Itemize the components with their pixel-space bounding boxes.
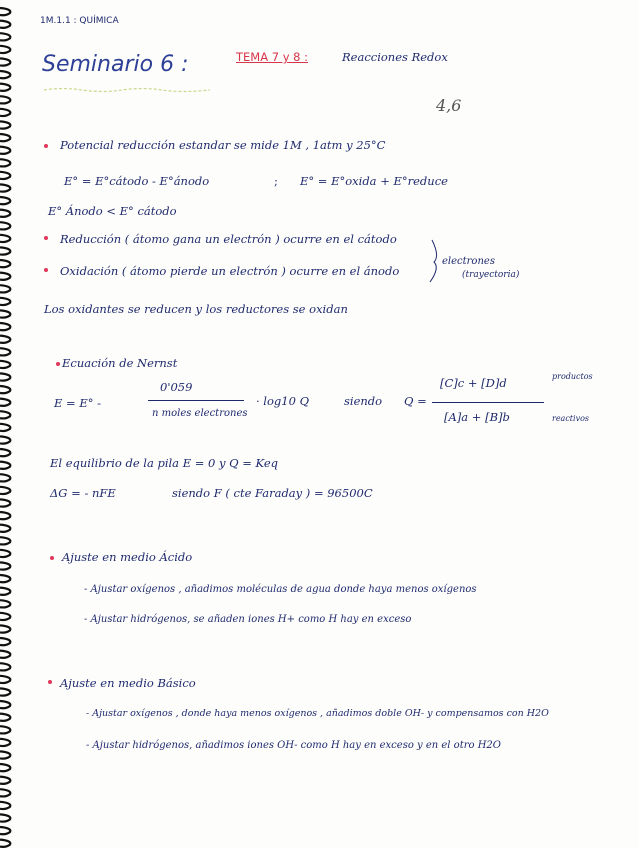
nernst-heading: Ecuación de Nernst	[62, 356, 178, 370]
spiral-loop	[0, 336, 10, 343]
spiral-loop	[0, 462, 10, 469]
acid-balance-heading: Ajuste en medio Ácido	[62, 550, 193, 564]
spiral-loop	[0, 525, 10, 532]
spiral-loop	[0, 235, 10, 242]
spiral-loop	[0, 436, 10, 443]
spiral-loop	[0, 210, 10, 217]
fraction-bar	[148, 400, 244, 401]
spiral-loop	[0, 373, 10, 380]
spiral-loop	[0, 386, 10, 393]
acid-oxygen-rule: - Ajustar oxígenos , añadimos moléculas de agua donde haya menos oxígenos	[84, 584, 477, 595]
spiral-loop	[0, 487, 10, 494]
nernst-denominator: n moles electrones	[152, 408, 248, 419]
spiral-loop	[0, 260, 10, 267]
nernst-log-term: · log10 Q	[256, 394, 309, 408]
q-denominator: [A]a + [B]b	[444, 410, 510, 424]
spiral-loop	[0, 550, 10, 557]
reduction-definition: Reducción ( átomo gana un electrón ) ocurre en el cátodo	[60, 232, 397, 246]
spiral-loop	[0, 273, 10, 280]
oxidants-summary: Los oxidantes se reducen y los reductores se oxidan	[44, 302, 348, 316]
standard-potential-text: Potencial reducción estandar se mide 1M , 1atm y 25°C	[60, 138, 386, 152]
spiral-loop	[0, 298, 10, 305]
spiral-loop	[0, 361, 10, 368]
spiral-loop	[0, 222, 10, 229]
spiral-loop	[0, 739, 10, 746]
reactivos-label: reactivos	[552, 414, 590, 423]
alt-potential-formula: E° = E°oxida + E°reduce	[300, 174, 448, 188]
spiral-loop	[0, 411, 10, 418]
course-header: 1M.1.1 : QUÍMICA	[40, 16, 119, 26]
spiral-loop	[0, 840, 10, 847]
spiral-loop	[0, 827, 10, 834]
bullet-dot	[44, 144, 48, 148]
spiral-loop	[0, 537, 10, 544]
spiral-loop	[0, 625, 10, 632]
spiral-loop	[0, 701, 10, 708]
oxidation-definition: Oxidación ( átomo pierde un electrón ) ocurre en el ánodo	[60, 264, 400, 278]
electrons-note: electrones	[442, 256, 495, 267]
q-label: Q =	[404, 394, 427, 408]
basic-hydrogen-rule: - Ajustar hidrógenos, añadimos iones OH- como H hay en exceso y en el otro H2O	[86, 740, 501, 751]
spiral-loop	[0, 663, 10, 670]
acid-hydrogen-rule: - Ajustar hidrógenos, se añaden iones H+ como H hay en exceso	[84, 614, 412, 625]
spiral-loop	[0, 159, 10, 166]
grade-mark: 4,6	[436, 96, 462, 115]
cell-potential-formula: E° = E°cátodo - E°ánodo	[64, 174, 210, 188]
gibbs-formula: ΔG = - nFE	[50, 486, 116, 500]
basic-balance-heading: Ajuste en medio Básico	[60, 676, 196, 690]
spiral-loop	[0, 424, 10, 431]
bullet-dot	[44, 236, 48, 240]
spiral-loop	[0, 184, 10, 191]
productos-label: productos	[552, 372, 593, 381]
spiral-loop	[0, 751, 10, 758]
spiral-loop	[0, 310, 10, 317]
topic-label: TEMA 7 y 8 :	[236, 50, 309, 64]
equilibrium-condition: El equilibrio de la pila E = 0 y Q = Keq	[50, 456, 278, 470]
spiral-loop	[0, 512, 10, 519]
q-fraction-bar	[432, 402, 544, 403]
spiral-loop	[0, 651, 10, 658]
anode-cathode-inequality: E° Ánodo < E° cátodo	[48, 204, 177, 218]
spiral-loop	[0, 802, 10, 809]
nernst-numerator: 0'059	[160, 380, 193, 394]
spiral-loop	[0, 21, 10, 28]
spiral-loop	[0, 638, 10, 645]
spiral-loop	[0, 449, 10, 456]
nernst-lhs: E = E° -	[54, 396, 102, 410]
spiral-loop	[0, 348, 10, 355]
spiral-loop	[0, 399, 10, 406]
electrons-note-sub: (trayectoria)	[462, 270, 520, 280]
title-underline	[42, 86, 212, 94]
bullet-dot	[48, 680, 52, 684]
formula-separator: ;	[274, 174, 278, 188]
spiral-loop	[0, 285, 10, 292]
bullet-dot	[50, 556, 54, 560]
spiral-loop	[0, 197, 10, 204]
spiral-loop	[0, 147, 10, 154]
spiral-loop	[0, 714, 10, 721]
spiral-loop	[0, 8, 10, 15]
faraday-constant: siendo F ( cte Faraday ) = 96500C	[172, 486, 373, 500]
spiral-loop	[0, 172, 10, 179]
spiral-loop	[0, 58, 10, 65]
seminar-title: Seminario 6 :	[42, 52, 189, 77]
basic-oxygen-rule: - Ajustar oxígenos , donde haya menos oxígenos , añadimos doble OH- y compensamos con H2O	[86, 708, 549, 719]
spiral-loop	[0, 726, 10, 733]
spiral-loop	[0, 46, 10, 53]
spiral-loop	[0, 499, 10, 506]
spiral-loop	[0, 814, 10, 821]
spiral-loop	[0, 764, 10, 771]
spiral-loop	[0, 562, 10, 569]
spiral-loop	[0, 676, 10, 683]
spiral-loop	[0, 323, 10, 330]
spiral-loop	[0, 71, 10, 78]
spiral-loop	[0, 777, 10, 784]
spiral-loop	[0, 575, 10, 582]
spiral-loop	[0, 474, 10, 481]
spiral-loop	[0, 688, 10, 695]
spiral-loop	[0, 247, 10, 254]
q-numerator: [C]c + [D]d	[440, 376, 507, 390]
spiral-loop	[0, 33, 10, 40]
spiral-loop	[0, 613, 10, 620]
spiral-loop	[0, 134, 10, 141]
siendo-label: siendo	[344, 394, 383, 408]
spiral-loop	[0, 109, 10, 116]
spiral-loop	[0, 588, 10, 595]
bullet-dot	[44, 268, 48, 272]
subject-label: Reacciones Redox	[342, 50, 448, 64]
spiral-loop	[0, 789, 10, 796]
spiral-binding	[0, 0, 18, 848]
spiral-loop	[0, 121, 10, 128]
bullet-dot	[56, 362, 60, 366]
spiral-loop	[0, 600, 10, 607]
spiral-loop	[0, 84, 10, 91]
spiral-loop	[0, 96, 10, 103]
